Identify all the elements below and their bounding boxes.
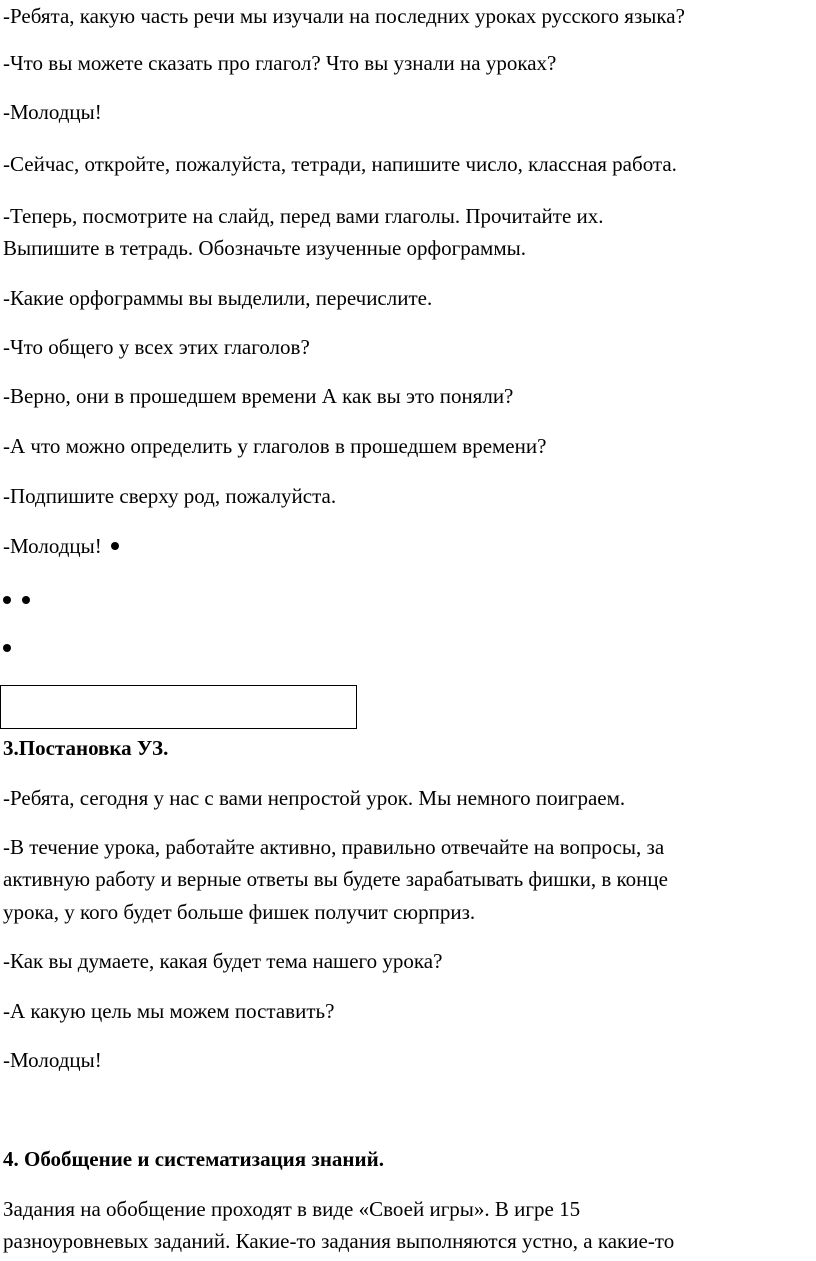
text-line: урока, у кого будет больше фишек получит сюрприз. (3, 900, 476, 924)
text-line: -А что можно определить у глаголов в прошедшем времени? (3, 434, 547, 458)
text-line: -Что общего у всех этих глаголов? (3, 335, 310, 359)
section-heading: 4. Обобщение и систематизация знаний. (3, 1147, 384, 1171)
bullet-row (3, 632, 11, 664)
text-line: Задания на обобщение проходят в виде «Своей игры». В игре 15 (3, 1197, 581, 1221)
text-line: -Сейчас, откройте, пожалуйста, тетради, напишите число, классная работа. (3, 152, 677, 176)
text-line: -Теперь, посмотрите на слайд, перед вами глаголы. Прочитайте их. (3, 204, 604, 228)
bullet-icon (111, 542, 119, 550)
text-line: -В течение урока, работайте активно, правильно отвечайте на вопросы, за (3, 835, 665, 859)
text-line-with-bullet (3, 530, 119, 562)
text-line: -Подпишите сверху род, пожалуйста. (3, 484, 337, 508)
text-line: -Ребята, какую часть речи мы изучали на последних уроках русского языка? (3, 4, 685, 28)
text-line: -А какую цель мы можем поставить? (3, 999, 335, 1023)
text-line: -Молодцы! (3, 1048, 102, 1072)
bullet-icon (3, 644, 11, 652)
empty-frame (0, 685, 357, 729)
text-line: -Молодцы! (3, 100, 102, 124)
text-line: -Верно, они в прошедшем времени А как вы это поняли? (3, 384, 514, 408)
text-line: -Какие орфограммы вы выделили, перечислите. (3, 286, 433, 310)
text-line: -Что вы можете сказать про глагол? Что вы узнали на уроках? (3, 51, 557, 75)
text-line: разноуровневых заданий. Какие-то задания выполняются устно, а какие-то (3, 1229, 675, 1253)
text-line: активную работу и верные ответы вы будете зарабатывать фишки, в конце (3, 867, 668, 891)
bullet-icon (22, 596, 30, 604)
text-line: Выпишите в тетрадь. Обозначьте изученные орфограммы. (3, 236, 526, 260)
text-line: -Ребята, сегодня у нас с вами непростой урок. Мы немного поиграем. (3, 786, 626, 810)
text-line: -Как вы думаете, какая будет тема нашего урока? (3, 949, 443, 973)
bullet-icon (3, 596, 11, 604)
bullet-row (3, 584, 30, 616)
text-line: -Молодцы! (3, 534, 102, 558)
section-heading: 3.Постановка УЗ. (3, 736, 169, 760)
